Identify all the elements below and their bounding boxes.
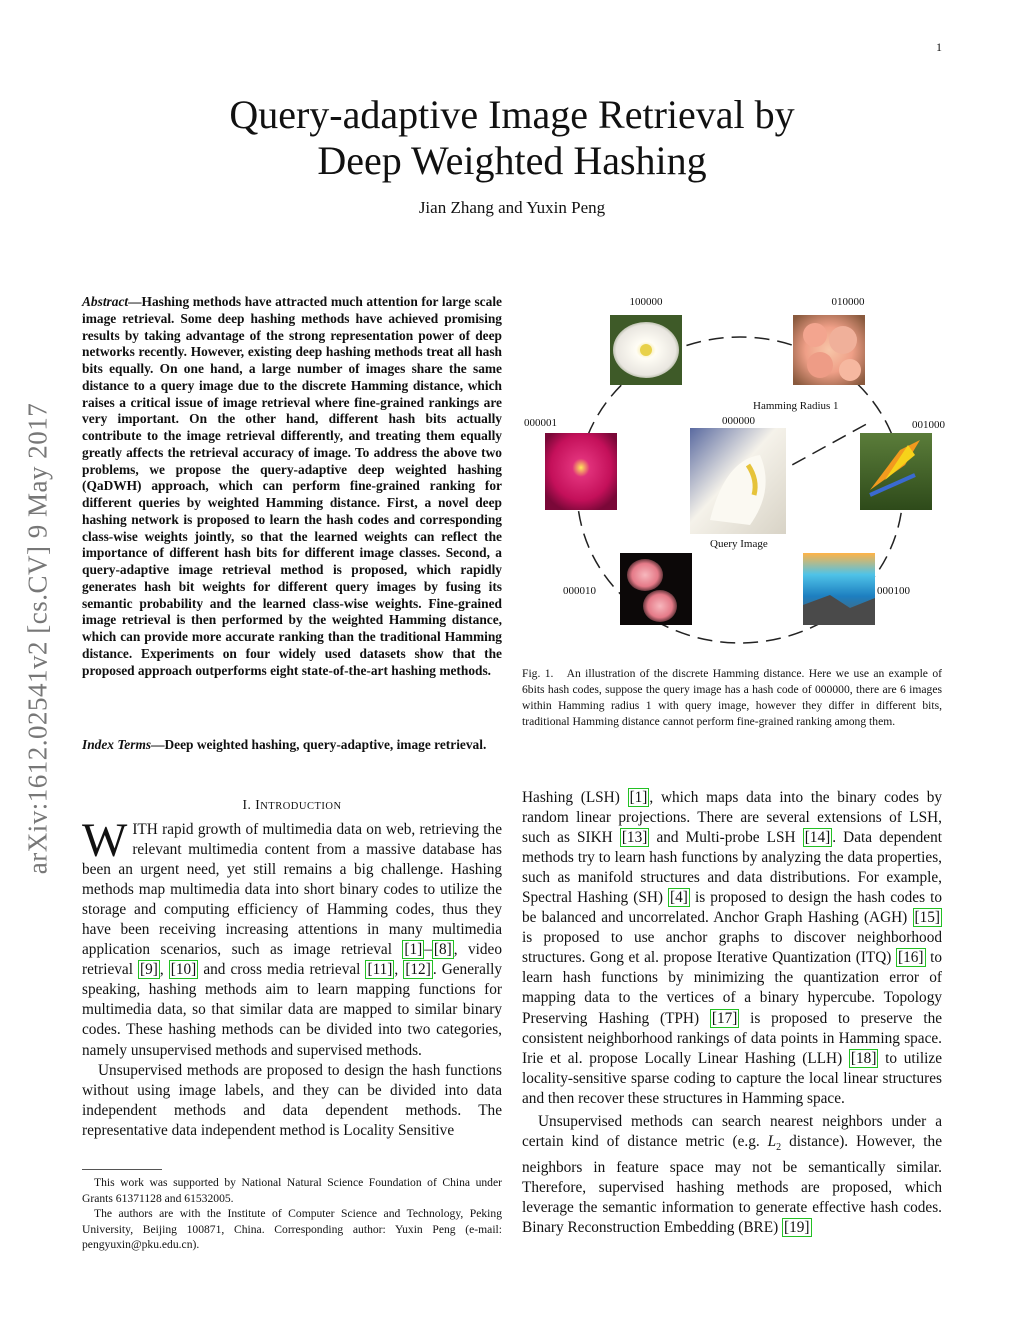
- footnote-affiliation: The authors are with the Institute of Computer Science and Technology, Peking University, Beijing 100871, China. Corresponding author: Yuxin Peng (e-mail: pengyuxin@pku.edu.cn).: [82, 1207, 502, 1251]
- right-paragraph-1: Hashing (LSH) [1] , which maps data into the binary codes by random linear projections. There are several extensions of LSH, such as SIKH [13] and Multi-probe LSH [14] . Data dependent methods try to learn hash functions by analyzing the data properties, such as manifold structures and data distributions. For example, Spectral Hashing (SH) [4] is proposed to design the hash codes to be balanced and uncorrelated. Anchor Graph Hashing (AGH) [15] is proposed to use anchor graphs to discover neighborhood structures. Gong et al. propose Iterative Quantization (ITQ) [16] to learn hash functions by minimizing the quantization error of mapping data to the vertices of a binary hypercube. Topology Preserving Hashing (TPH) [17] is proposed to preserve the consistent neighborhood rankings of data points in Hamming space. Irie et al. propose Locally Linear Hashing (LLH) [18] to utilize locality-sensitive sparse coding to capture the local linear structures and then recover these structures in Hamming space.: [522, 789, 943, 1107]
- citation-link[interactable]: [17]: [711, 1009, 738, 1027]
- figure-caption: [522, 666, 942, 730]
- label-100000: 100000: [629, 296, 663, 308]
- paper-title: [0, 92, 1024, 184]
- citation-link[interactable]: [9]: [140, 961, 158, 979]
- footnote-rule: [82, 1169, 162, 1170]
- intro-paragraph-2: Unsupervised methods are proposed to design the hash functions without using image labels, and they can be divided into data independent methods and data dependent methods. The representative data independent method is Locality Sensitive: [82, 1061, 502, 1139]
- label-query-image: Query Image: [710, 538, 768, 550]
- label-000100: 000100: [877, 585, 910, 597]
- index-terms: [82, 737, 502, 754]
- label-000001: 000001: [524, 417, 557, 429]
- citation-link[interactable]: [1]: [629, 789, 648, 806]
- citation-link[interactable]: [18]: [850, 1049, 877, 1067]
- footnote-funding: This work was supported by National Natural Science Foundation of China under Grants 61371128 and 61532005.: [82, 1176, 502, 1205]
- hamming-figure: [510, 290, 950, 660]
- citation-link[interactable]: [8]: [433, 941, 452, 959]
- citation-link[interactable]: [19]: [784, 1219, 810, 1237]
- citation-link[interactable]: [1]: [404, 941, 423, 959]
- title-line-2: Deep Weighted Hashing: [317, 138, 707, 183]
- right-column-text: [522, 788, 942, 1238]
- citation-link[interactable]: [13]: [621, 829, 648, 847]
- citation-link[interactable]: [15]: [914, 909, 940, 927]
- abstract-label: Abstract: [82, 294, 129, 309]
- introduction-text: [82, 814, 503, 1141]
- footnotes: [82, 1175, 502, 1253]
- right-paragraph-2: Unsupervised methods can search nearest neighbors under a certain kind of distance metric (e.g. $L_2$ distance). However, the neighbors in feature space may not be semantically similar. Therefore, supervised hashing methods are proposed, which leverage the semantic information to generate effective hash codes. Binary Reconstruction Embedding (BRE) [19]: [522, 1112, 942, 1237]
- citation-link[interactable]: [10]: [170, 961, 197, 979]
- image-000001: [545, 433, 617, 510]
- index-terms-text: —Deep weighted hashing, query-adaptive, image retrieval.: [151, 737, 487, 752]
- citation-link[interactable]: [12]: [405, 961, 431, 979]
- abstract-text: —Hashing methods have attracted much attention for large scale image retrieval. Some deep hashing methods have achieved promising results by taking advantage of the strong representation power of deep networks recently. However, existing deep hashing methods treat all hash bits equally. On one hand, a large number of images share the same distance to a query image due to the discrete Hamming distance, which raises a critical issue of image retrieval where fine-grained rankings are very important. On the other hand, different hash bits actually contribute to the image retrieval differently, and treating them equally greatly affects the retrieval accuracy of image. To address the above two problems, we propose the query-adaptive deep weighted hashing (QaDWH) approach, which can perform fine-grained ranking for different queries by weighted Hamming distance. First, a novel deep hashing network is proposed to learn the hash codes and corresponding class-wise weights jointly, so that the learned weights can reflect the importance of different hash bits for different image classes. Second, a query-adaptive image retrieval method is proposed, which rapidly generates hash bit weights for different query images by fusing its semantic probability and the learned class-wise weights. Fine-grained image retrieval is then performed by the weighted Hamming distance, which can provide more accurate ranking than the traditional Hamming distance. Experiments on four widely used datasets show that the proposed approach outperforms eight state-of-the-art hashing methods.: [82, 294, 502, 678]
- abstract: [82, 294, 502, 679]
- label-001000: 001000: [912, 419, 945, 431]
- citation-link[interactable]: [11]: [367, 961, 393, 979]
- image-001000: [860, 433, 932, 510]
- figure-caption-text: An illustration of the discrete Hamming distance. Here we use an example of 6bits hash codes, suppose the query image has a hash code of 000000, there are 6 images within Hamming radius 1 with query image, however they differ in different bits, traditional Hamming distance cannot perform fine-grained ranking among them.: [522, 667, 942, 728]
- section-heading: I. INTRODUCTION: [242, 797, 342, 812]
- citation-link[interactable]: [4]: [670, 889, 688, 907]
- image-000100: [803, 553, 875, 625]
- label-hamming-radius: Hamming Radius 1: [753, 400, 839, 412]
- image-100000: [610, 315, 682, 385]
- citation-link[interactable]: [16]: [898, 949, 924, 967]
- figure-caption-label: Fig. 1.: [522, 667, 554, 680]
- citation-link[interactable]: [14]: [804, 829, 831, 847]
- intro-paragraph-1: WITH rapid growth of multimedia data on web, retrieving the relevant multimedia content from a massive database has been an urgent need, yet still remains a big challenge. Hashing methods map multimedia data into short binary codes to utilize the storage and computing efficiency of Hamming codes, thus they have been receiving increasing attentions in many multimedia application scenarios, such as image retrieval [1] – [8] , video retrieval [9] , [10] and cross media retrieval [11] , [12] . Generally speaking, hashing methods aim to learn mapping functions for multimedia data, so that similar data are mapped to similar binary codes. These hashing methods can be divided into two categories, namely unsupervised methods and supervised methods.: [82, 814, 503, 1059]
- image-query: [690, 428, 786, 534]
- label-000010: 000010: [563, 585, 596, 597]
- page-number: 1: [936, 40, 942, 54]
- title-line-1: Query-adaptive Image Retrieval by: [229, 92, 795, 137]
- authors: Jian Zhang and Yuxin Peng: [418, 198, 606, 217]
- label-000000: 000000: [722, 415, 755, 427]
- drop-cap: W: [82, 814, 128, 867]
- index-terms-label: Index Terms: [82, 737, 152, 752]
- arxiv-stamp: arXiv:1612.02541v2 [cs.CV] 9 May 2017: [22, 402, 53, 875]
- label-010000: 010000: [831, 296, 865, 308]
- image-000010: [620, 553, 692, 625]
- image-010000: [793, 315, 865, 385]
